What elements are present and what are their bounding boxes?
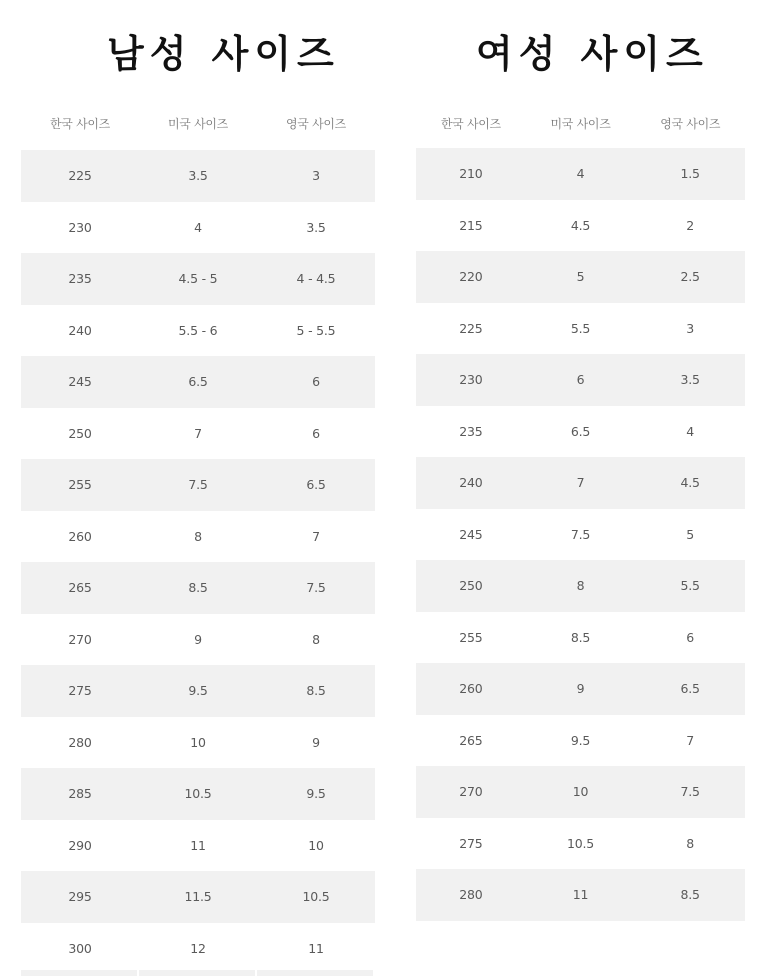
women-size-table xyxy=(416,148,745,921)
table-row xyxy=(21,923,375,975)
table-row xyxy=(21,305,375,357)
us-size-cell: 12 xyxy=(190,940,206,956)
women-size-title: 여성 사이즈 xyxy=(476,32,709,76)
bottom-edge-segment xyxy=(257,970,373,976)
header-us-size: 미국 사이즈 xyxy=(168,117,228,131)
uk-size-cell: 6 xyxy=(686,629,695,645)
korea-size-cell: 280 xyxy=(68,734,92,750)
korea-size-cell: 300 xyxy=(68,940,92,956)
uk-size-cell: 1.5 xyxy=(680,166,700,182)
table-row xyxy=(416,303,745,355)
us-size-cell: 9.5 xyxy=(188,683,208,699)
men-size-title: 남성 사이즈 xyxy=(107,32,340,76)
table-row xyxy=(416,457,745,509)
uk-size-cell: 8.5 xyxy=(680,887,700,903)
bottom-edge-segment xyxy=(21,970,137,976)
uk-size-cell: 7 xyxy=(312,528,320,544)
us-size-cell: 3.5 xyxy=(188,168,208,184)
uk-size-cell: 7.5 xyxy=(306,580,326,596)
uk-size-cell: 2.5 xyxy=(680,269,700,285)
us-size-cell: 8 xyxy=(194,528,202,544)
uk-size-cell: 5 xyxy=(686,526,695,542)
table-row xyxy=(416,869,745,921)
us-size-cell: 11 xyxy=(572,887,589,903)
table-row xyxy=(21,408,375,460)
korea-size-cell: 215 xyxy=(459,217,483,233)
table-row xyxy=(416,766,745,818)
us-size-cell: 10 xyxy=(572,784,589,800)
us-size-cell: 4 xyxy=(576,166,585,182)
table-row xyxy=(21,820,375,872)
uk-size-cell: 3.5 xyxy=(680,372,700,388)
table-row xyxy=(416,663,745,715)
us-size-cell: 10 xyxy=(190,734,206,750)
uk-size-cell: 8 xyxy=(312,631,320,647)
us-size-cell: 6.5 xyxy=(570,423,591,439)
uk-size-cell: 6.5 xyxy=(306,477,326,493)
table-row xyxy=(21,202,375,254)
men-table-bottom-edge xyxy=(21,970,375,976)
korea-size-cell: 225 xyxy=(459,320,483,336)
table-row xyxy=(416,354,745,406)
uk-size-cell: 4 - 4.5 xyxy=(296,271,336,287)
korea-size-cell: 295 xyxy=(68,889,92,905)
uk-size-cell: 10.5 xyxy=(302,889,330,905)
table-row xyxy=(416,560,745,612)
header-uk-size: 영국 사이즈 xyxy=(286,117,346,131)
men-size-table xyxy=(21,150,375,974)
table-row xyxy=(416,200,745,252)
table-row xyxy=(21,871,375,923)
us-size-cell: 6 xyxy=(576,372,585,388)
korea-size-cell: 225 xyxy=(68,168,92,184)
korea-size-cell: 285 xyxy=(68,786,92,802)
us-size-cell: 9 xyxy=(576,681,585,697)
us-size-cell: 5.5 - 6 xyxy=(178,322,218,338)
table-row xyxy=(416,509,745,561)
uk-size-cell: 4.5 xyxy=(680,475,700,491)
uk-size-cell: 3 xyxy=(312,168,320,184)
korea-size-cell: 265 xyxy=(459,732,483,748)
table-row xyxy=(21,614,375,666)
table-row xyxy=(21,459,375,511)
header-uk-size: 영국 사이즈 xyxy=(660,117,721,131)
table-row xyxy=(416,818,745,870)
uk-size-cell: 6 xyxy=(312,374,320,390)
us-size-cell: 7.5 xyxy=(188,477,208,493)
table-row xyxy=(21,253,375,305)
korea-size-cell: 275 xyxy=(68,683,92,699)
uk-size-cell: 8.5 xyxy=(306,683,326,699)
korea-size-cell: 235 xyxy=(459,423,483,439)
women-table-header xyxy=(416,112,745,136)
uk-size-cell: 10 xyxy=(308,837,324,853)
us-size-cell: 10.5 xyxy=(566,835,595,851)
korea-size-cell: 265 xyxy=(68,580,92,596)
table-row xyxy=(416,406,745,458)
us-size-cell: 4 xyxy=(194,219,202,235)
uk-size-cell: 7 xyxy=(686,732,695,748)
korea-size-cell: 290 xyxy=(68,837,92,853)
korea-size-cell: 260 xyxy=(68,528,92,544)
uk-size-cell: 6 xyxy=(312,425,320,441)
korea-size-cell: 260 xyxy=(459,681,483,697)
us-size-cell: 6.5 xyxy=(188,374,208,390)
table-row xyxy=(21,562,375,614)
korea-size-cell: 255 xyxy=(68,477,92,493)
us-size-cell: 5 xyxy=(576,269,585,285)
uk-size-cell: 4 xyxy=(686,423,695,439)
uk-size-cell: 9 xyxy=(312,734,320,750)
korea-size-cell: 230 xyxy=(68,219,92,235)
us-size-cell: 9.5 xyxy=(570,732,591,748)
korea-size-cell: 245 xyxy=(68,374,92,390)
korea-size-cell: 275 xyxy=(459,835,483,851)
table-row xyxy=(21,768,375,820)
us-size-cell: 10.5 xyxy=(184,786,212,802)
table-row xyxy=(21,511,375,563)
us-size-cell: 4.5 - 5 xyxy=(178,271,218,287)
us-size-cell: 5.5 xyxy=(570,320,591,336)
table-row xyxy=(416,612,745,664)
men-table-header xyxy=(21,112,375,136)
korea-size-cell: 255 xyxy=(459,629,483,645)
korea-size-cell: 270 xyxy=(459,784,483,800)
bottom-edge-segment xyxy=(139,970,255,976)
uk-size-cell: 3 xyxy=(686,320,695,336)
korea-size-cell: 270 xyxy=(68,631,92,647)
us-size-cell: 11 xyxy=(190,837,206,853)
table-row xyxy=(21,665,375,717)
table-row xyxy=(21,356,375,408)
korea-size-cell: 240 xyxy=(68,322,92,338)
us-size-cell: 7 xyxy=(194,425,202,441)
us-size-cell: 4.5 xyxy=(570,217,591,233)
us-size-cell: 7 xyxy=(576,475,585,491)
us-size-cell: 9 xyxy=(194,631,202,647)
korea-size-cell: 235 xyxy=(68,271,92,287)
us-size-cell: 8 xyxy=(576,578,585,594)
korea-size-cell: 230 xyxy=(459,372,483,388)
table-row xyxy=(21,717,375,769)
table-row xyxy=(416,715,745,767)
korea-size-cell: 220 xyxy=(459,269,483,285)
uk-size-cell: 5 - 5.5 xyxy=(296,322,336,338)
us-size-cell: 7.5 xyxy=(570,526,591,542)
header-korea-size: 한국 사이즈 xyxy=(50,117,110,131)
table-row xyxy=(416,148,745,200)
korea-size-cell: 250 xyxy=(68,425,92,441)
header-korea-size: 한국 사이즈 xyxy=(440,117,501,131)
us-size-cell: 11.5 xyxy=(184,889,212,905)
us-size-cell: 8.5 xyxy=(188,580,208,596)
korea-size-cell: 210 xyxy=(459,166,483,182)
korea-size-cell: 250 xyxy=(459,578,483,594)
header-us-size: 미국 사이즈 xyxy=(550,117,611,131)
us-size-cell: 8.5 xyxy=(570,629,591,645)
uk-size-cell: 6.5 xyxy=(680,681,700,697)
korea-size-cell: 240 xyxy=(459,475,483,491)
uk-size-cell: 7.5 xyxy=(680,784,700,800)
uk-size-cell: 11 xyxy=(308,940,324,956)
korea-size-cell: 245 xyxy=(459,526,483,542)
table-row xyxy=(21,150,375,202)
uk-size-cell: 5.5 xyxy=(680,578,700,594)
uk-size-cell: 3.5 xyxy=(306,219,326,235)
korea-size-cell: 280 xyxy=(459,887,483,903)
uk-size-cell: 8 xyxy=(686,835,695,851)
table-row xyxy=(416,251,745,303)
uk-size-cell: 2 xyxy=(686,217,695,233)
uk-size-cell: 9.5 xyxy=(306,786,326,802)
